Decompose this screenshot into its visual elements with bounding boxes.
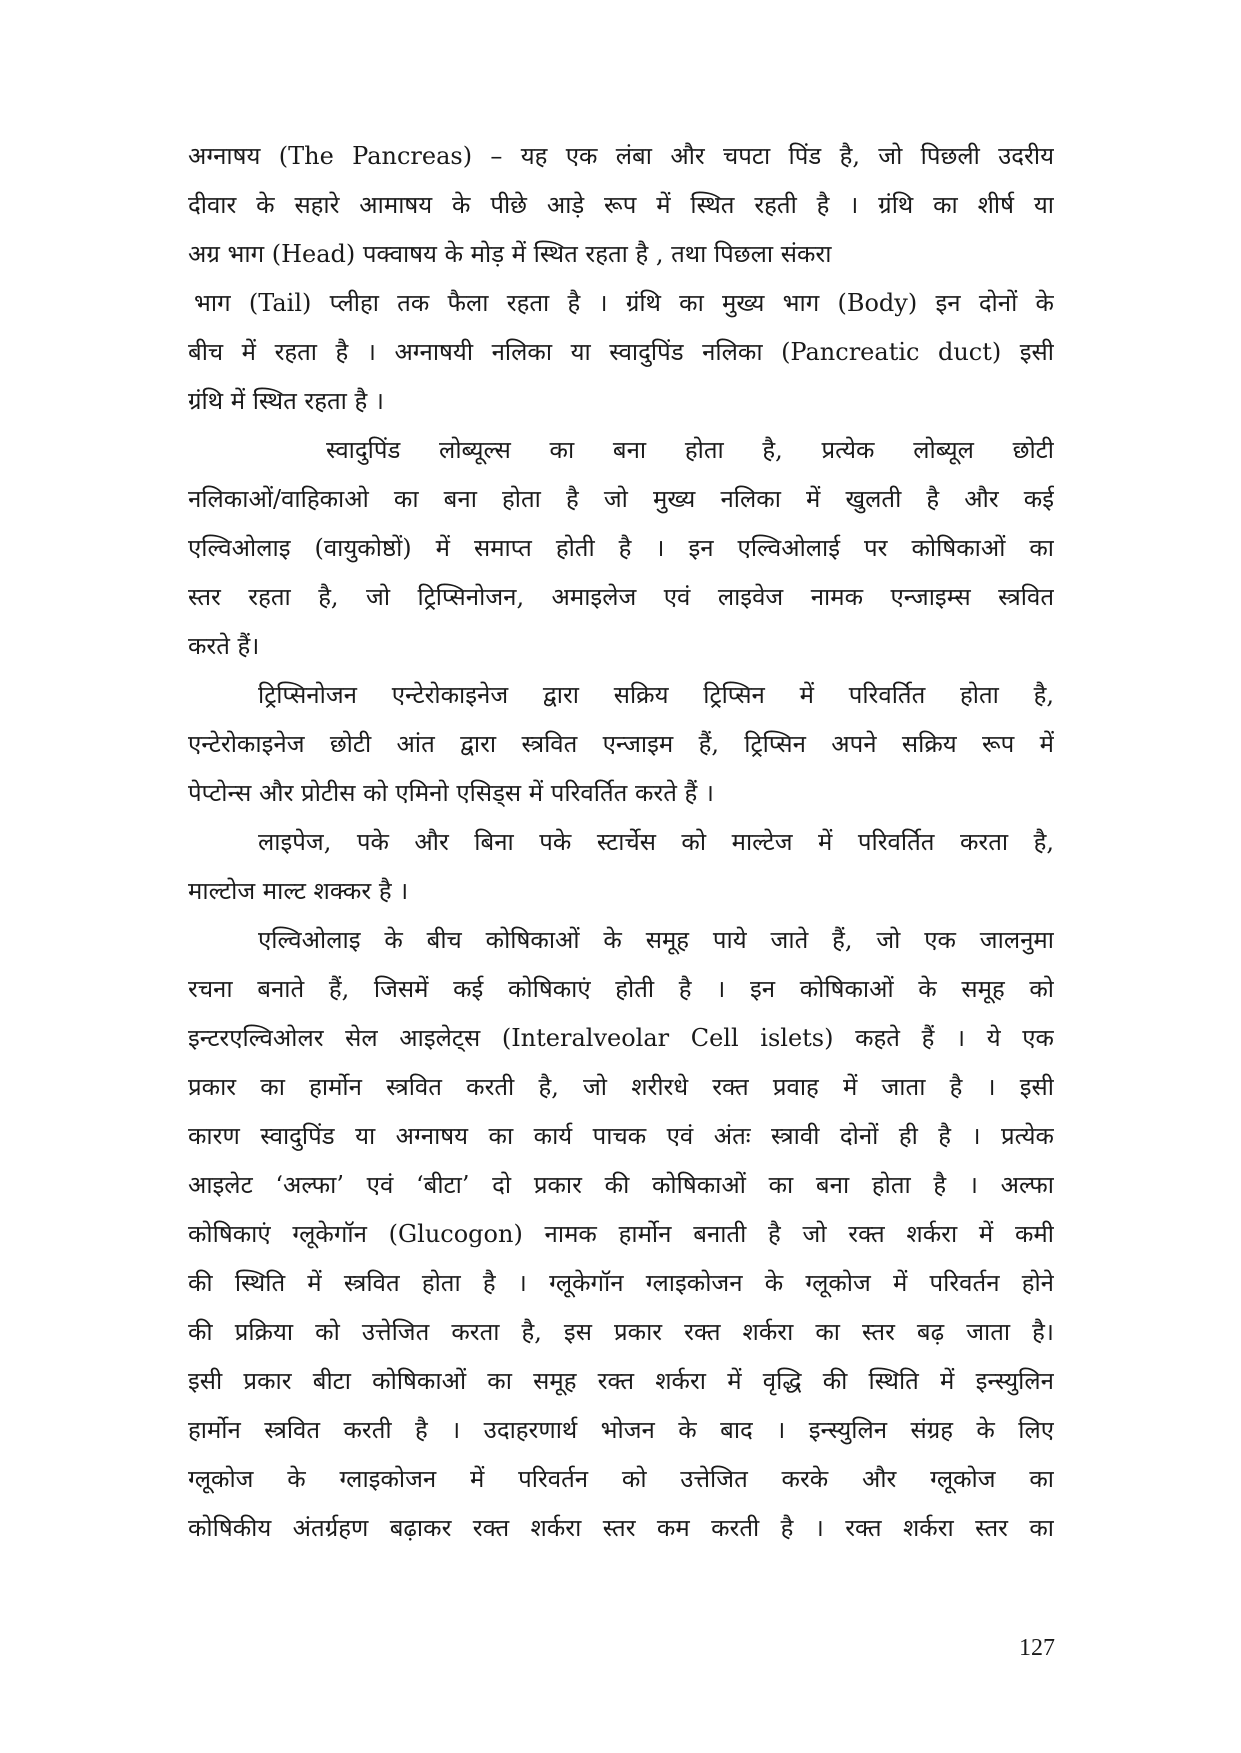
text-line: रचना बनाते हैं, जिसमें कई कोषिकाएं होती है । इन कोषिकाओं के समूह को bbox=[188, 975, 1054, 1003]
text-line: दीवार के सहारे आमाषय के पीछे आड़े रूप में स्थित रहती है । ग्रंथि का शीर्ष या bbox=[188, 191, 1054, 219]
text-line: ट्रिप्सिनोजन एन्टेरोकाइनेज द्वारा सक्रिय ट्रिप्सिन में परिवर्तित होता है, bbox=[258, 681, 1054, 709]
text-line: एल्विओलाइ के बीच कोषिकाओं के समूह पाये जाते हैं, जो एक जालनुमा bbox=[258, 926, 1054, 954]
text-line: पेप्टोन्स और प्रोटीस को एमिनो एसिड्स में परिवर्तित करते हैं । bbox=[188, 779, 714, 807]
text-line: की प्रक्रिया को उत्तेजित करता है, इस प्रकार रक्त शर्करा का स्तर बढ़ जाता है। bbox=[188, 1318, 1054, 1346]
text-line: की स्थिति में स्त्रवित होता है । ग्लूकेगॉन ग्लाइकोजन के ग्लूकोज में परिवर्तन होने bbox=[188, 1269, 1054, 1297]
text-line: लाइपेज, पके और बिना पके स्टार्चेस को माल्टेज में परिवर्तित करता है, bbox=[258, 828, 1054, 856]
text-line: हार्मोन स्त्रवित करती है । उदाहरणार्थ भोजन के बाद । इन्स्युलिन संग्रह के लिए bbox=[188, 1416, 1054, 1444]
text-line: कारण स्वादुपिंड या अग्नाषय का कार्य पाचक एवं अंतः स्त्रावी दोनों ही है । प्रत्येक bbox=[188, 1122, 1054, 1150]
text-line: आइलेट ‘अल्फा’ एवं ‘बीटा’ दो प्रकार की कोषिकाओं का बना होता है । अल्फा bbox=[188, 1171, 1054, 1199]
text-line: माल्टोज माल्ट शक्कर है । bbox=[188, 877, 409, 905]
text-line: एन्टेरोकाइनेज छोटी आंत द्वारा स्त्रवित एन्जाइम हैं, ट्रिप्सिन अपने सक्रिय रूप में bbox=[188, 730, 1054, 758]
text-line: करते हैं। bbox=[188, 632, 260, 660]
text-line: भाग (Tail) प्लीहा तक फैला रहता है । ग्रंथि का मुख्य भाग (Body) इन दोनों के bbox=[194, 289, 1054, 317]
text-line: बीच में रहता है । अग्नाषयी नलिका या स्वादुपिंड नलिका (Pancreatic duct) इसी bbox=[188, 338, 1054, 366]
text-line: ग्लूकोज के ग्लाइकोजन में परिवर्तन को उत्तेजित करके और ग्लूकोज का bbox=[188, 1465, 1054, 1493]
text-line: ग्रंथि में स्थित रहता है । bbox=[188, 387, 384, 415]
text-line: अग्र भाग (Head) पक्वाषय के मोड़ में स्थित रहता है , तथा पिछला संकरा bbox=[188, 240, 832, 268]
text-line: कोषिकाएं ग्लूकेगॉन (Glucogon) नामक हार्मोन बनाती है जो रक्त शर्करा में कमी bbox=[188, 1220, 1054, 1248]
text-line: अग्नाषय (The Pancreas) – यह एक लंबा और चपटा पिंड है, जो पिछली उदरीय bbox=[188, 142, 1054, 170]
text-line: इसी प्रकार बीटा कोषिकाओं का समूह रक्त शर्करा में वृद्धि की स्थिति में इन्स्युलिन bbox=[188, 1367, 1054, 1395]
text-line: एल्विओलाइ (वायुकोष्ठों) में समाप्त होती है । इन एल्विओलाई पर कोषिकाओं का bbox=[188, 534, 1054, 562]
text-line: प्रकार का हार्मोन स्त्रवित करती है, जो शरीरधे रक्त प्रवाह में जाता है । इसी bbox=[188, 1073, 1054, 1101]
text-line: स्तर रहता है, जो ट्रिप्सिनोजन, अमाइलेज एवं लाइवेज नामक एन्जाइम्स स्त्रवित bbox=[188, 583, 1054, 611]
text-line: इन्टरएल्विओलर सेल आइलेट्स (Interalveolar Cell islets) कहते हैं । ये एक bbox=[188, 1024, 1054, 1052]
text-line: कोषिकीय अंतर्ग्रहण बढ़ाकर रक्त शर्करा स्तर कम करती है । रक्त शर्करा स्तर का bbox=[188, 1514, 1054, 1542]
text-line: नलिकाओं/वाहिकाओ का बना होता है जो मुख्य नलिका में खुलती है और कई bbox=[188, 485, 1054, 513]
page-number: 127 bbox=[1019, 1635, 1055, 1661]
text-line: स्वादुपिंड लोब्यूल्स का बना होता है, प्रत्येक लोब्यूल छोटी bbox=[326, 436, 1054, 464]
document-body bbox=[188, 132, 1054, 1553]
